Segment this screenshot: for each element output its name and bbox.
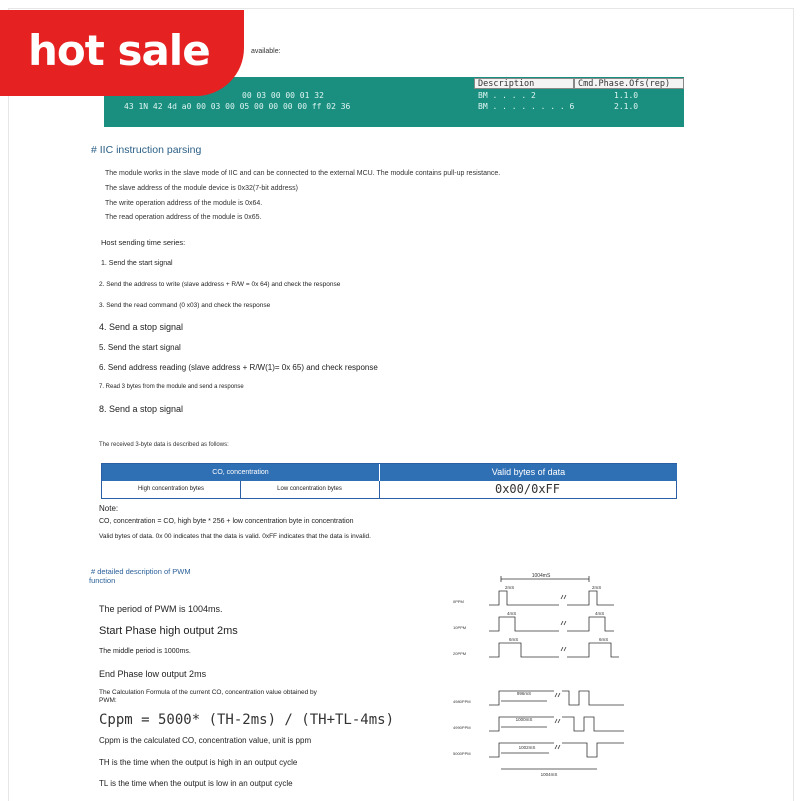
serial-row-2-hex: 43 1N 42 4d a0 00 03 00 05 00 00 00 00 ff 02 36: [124, 102, 351, 111]
note-line-1: CO, concentration = CO, high byte * 256 + low concentration byte in concentration: [99, 518, 354, 525]
pwm-heading-1: # detailed description of PWM: [91, 567, 191, 576]
pwm-start-phase: Start Phase high output 2ms: [99, 625, 238, 637]
note-line-2: Valid bytes of data. 0x 00 indicates that the data is valid. 0xFF indicates that the data is invalid.: [99, 533, 371, 540]
iic-line-3: The write operation address of the module is 0x64.: [105, 200, 263, 207]
pwm-end-phase: End Phase low output 2ms: [99, 669, 207, 679]
pwm-calc-line-2: PWM:: [99, 697, 117, 704]
timing-label-1000ms-a: 1000mS: [515, 717, 533, 722]
step-3: 3. Send the read command (0 x03) and check the response: [99, 302, 271, 309]
pwm-middle: The middle period is 1000ms.: [99, 648, 191, 655]
timing-label-6ms-a: 6mS: [509, 637, 519, 642]
co-data-table: [101, 463, 677, 499]
serial-row-1-desc: BM . . . . 2: [478, 91, 536, 100]
table-cell-low: Low concentration bytes: [240, 481, 380, 498]
pwm-period: The period of PWM is 1004ms.: [99, 604, 223, 614]
pwm-heading-2: function: [89, 576, 116, 585]
timing-label-2ms-b: 2mS: [592, 585, 602, 590]
received-desc: The received 3-byte data is described as follows:: [99, 442, 229, 448]
hot-sale-text: hot sale: [28, 26, 210, 75]
step-8: 8. Send a stop signal: [99, 404, 184, 414]
iic-line-2: The slave address of the module device is 0x32(7-bit address): [105, 185, 298, 192]
pwm-tl-desc: TL is the time when the output is low in an output cycle: [99, 779, 293, 788]
serial-header-cmd: Cmd.Phase.Ofs(rep): [574, 78, 684, 89]
top-fragment-text: available:: [251, 48, 281, 55]
timing-row-label-2: 20PPM: [453, 651, 467, 656]
timing-label-2ms-a: 2mS: [505, 585, 515, 590]
iic-line-1: The module works in the slave mode of IIC and can be connected to the external MCU. The module contains pull-up resistance.: [105, 170, 501, 177]
step-2: 2. Send the address to write (slave address + R/W = 0x 64) and check the response: [99, 281, 341, 288]
note-title: Note:: [99, 504, 119, 513]
pwm-formula: Cppm = 5000* (TH-2ms) / (TH+TL-4ms): [99, 712, 395, 728]
timing-row-label-4: 4990PPM: [453, 725, 471, 730]
serial-row-2-cmd: 2.1.0: [614, 102, 639, 111]
step-5: 5. Send the start signal: [99, 343, 181, 352]
timing-row-label-1: 10PPM: [453, 625, 467, 630]
pwm-calc-line-1: The Calculation Formula of the current CO, concentration value obtained by: [99, 689, 317, 696]
timing-label-4ms-a: 4mS: [507, 611, 517, 616]
serial-row-2-desc: BM . . . . . . . . 6: [478, 102, 575, 111]
timing-label-top-period: 1004mS: [531, 573, 551, 579]
table-header-co: CO, concentration: [102, 464, 379, 481]
table-cell-valid: 0x00/0xFF: [494, 482, 561, 496]
pwm-th-desc: TH is the time when the output is high in an output cycle: [99, 758, 298, 767]
iic-line-4: The read operation address of the module is 0x65.: [105, 214, 262, 221]
step-4: 4. Send a stop signal: [99, 322, 184, 332]
document-page: [8, 8, 794, 801]
timing-label-6ms-b: 6mS: [599, 637, 609, 642]
timing-row-label-3: 4980PPM: [453, 699, 471, 704]
hot-sale-badge: [0, 10, 244, 96]
pwm-timing-diagram: [449, 569, 689, 779]
pwm-cppm-desc: Cppm is the calculated CO, concentration value, unit is ppm: [99, 736, 312, 745]
step-7: 7. Read 3 bytes from the module and send a response: [99, 384, 244, 390]
timing-label-996ms: 996mS: [516, 691, 532, 696]
timing-label-1002ms: 1002mS: [518, 745, 536, 750]
step-1: 1. Send the start signal: [101, 260, 173, 267]
serial-header-description: Description: [474, 78, 574, 89]
table-cell-high: High concentration bytes: [102, 481, 241, 498]
timing-row-label-0: 0PPM: [453, 599, 464, 604]
serial-row-1-cmd: 1.1.0: [614, 91, 639, 100]
serial-row-1-hex: 00 03 00 00 01 32: [242, 91, 324, 100]
host-title: Host sending time series:: [101, 238, 186, 247]
timing-label-4ms-b: 4mS: [595, 611, 605, 616]
timing-label-1004ms: 1004mS: [540, 772, 558, 777]
iic-heading: # IIC instruction parsing: [91, 144, 202, 156]
step-6: 6. Send address reading (slave address + R/W(1)= 0x 65) and check response: [99, 363, 378, 372]
timing-row-label-5: 5000PPM: [453, 751, 471, 756]
table-header-valid: Valid bytes of data: [379, 464, 677, 481]
